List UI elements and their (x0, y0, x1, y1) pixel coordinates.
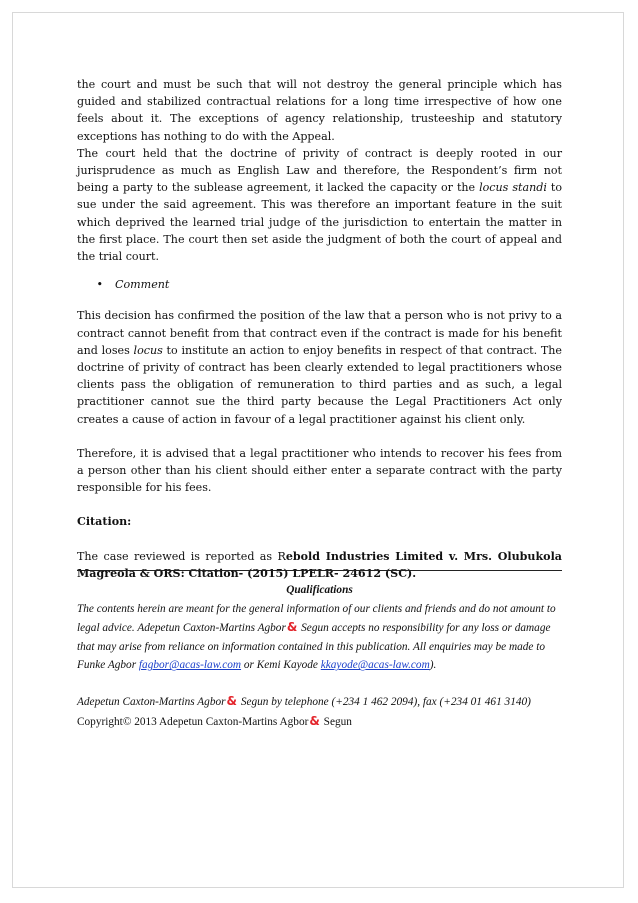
footer-qualifications (77, 581, 562, 731)
contact-phone-fax: Segun by telephone (+234 1 462 2094), fax (+234 01 461 3140) (238, 695, 531, 708)
comment-bullet (77, 276, 562, 293)
locus-standi-term: locus standi (479, 181, 547, 195)
locus-term: locus (133, 343, 163, 357)
contact-firm: Adepetun Caxton-Martins Agbor (77, 695, 226, 708)
citation-text (77, 548, 562, 582)
disclaimer-text-end: ). (429, 659, 437, 672)
email-link-fagbor[interactable]: fagbor@acas-law.com (138, 659, 242, 672)
disclaimer-text-cont: Segun accepts no responsibility for any loss or damage that may arise from reliance on information contained in this publication. All enquiries may be made to Funke Agbor (77, 622, 551, 672)
ampersand-logo-icon: & (226, 693, 237, 708)
decision-text-cont: to institute an action to enjoy benefits in respect of that contract. The doctrine of privity of contract has been clearly extended to legal practitioners whose clients pass the obligation of remuneration to third parties and as such, a legal practitioner cannot sue the third party because the Legal Practitioners Act only creates a cause of action in favour of a legal practitioner against his client only. (77, 343, 562, 426)
copyright-text-end: Segun (320, 715, 352, 728)
email-link-kkayode[interactable]: kkayode@acas-law.com (320, 659, 430, 672)
copyright-text: Copyright© 2013 Adepetun Caxton-Martins Agbor (77, 715, 309, 728)
disclaimer-text: The contents herein are meant for the general information of our clients and friends and do not amount to legal advice. Adepetun Caxton-Martins Agbor (77, 602, 556, 635)
decision-text: This decision has confirmed the position of the law that a person who is not privy to a contract cannot benefit from that contract even if the contract is made for his benefit and loses (77, 309, 562, 357)
court-held-text-cont: to sue under the said agreement. This was therefore an important feature in the suit which deprived the learned trial judge of the jurisdiction to entertain the matter in the first place. The court then set aside the judgment of both the court of appeal and the trial court. (77, 181, 562, 264)
qualifications-title: Qualifications (286, 584, 353, 596)
ampersand-logo-icon: & (286, 620, 298, 635)
ampersand-logo-icon: & (309, 713, 320, 728)
paragraph-advice: Therefore, it is advised that a legal practitioner who intends to recover his fees from a person other than his client should either enter a separate contract with the party responsible for his fees. (77, 446, 562, 495)
paragraph-decision (77, 307, 562, 427)
comment-label: Comment (115, 278, 170, 292)
footer-divider (77, 570, 562, 571)
disclaimer (77, 600, 562, 675)
bullet-icon: • (96, 278, 103, 292)
citation-lead: The case reviewed is reported as R (77, 549, 286, 563)
contact-line (77, 692, 562, 712)
article-body (77, 76, 562, 582)
case-name: ebold Industries Limited v. Mrs. Olubukola Magreola & ORS: Citation- (2015) LPELR- 24612 (SC). (77, 549, 562, 580)
paragraph-court-held (77, 145, 562, 265)
court-held-text: The court held that the doctrine of privity of contract is deeply rooted in our jurisprudence as much as English Law and therefore, the Respondent’s firm not being a party to the sublease agreement, it lacked the capacity or the (77, 146, 562, 195)
paragraph-court-principle: the court and must be such that will not destroy the general principle which has guided and stabilized contractual relations for a long time irrespective of how one feels about it. The exceptions of agency relationship, trusteeship and statutory exceptions has nothing to do with the Appeal. (77, 78, 562, 143)
disclaimer-text-or: or Kemi Kayode (241, 659, 321, 672)
citation-heading: Citation: (77, 515, 132, 529)
copyright-line (77, 712, 562, 732)
